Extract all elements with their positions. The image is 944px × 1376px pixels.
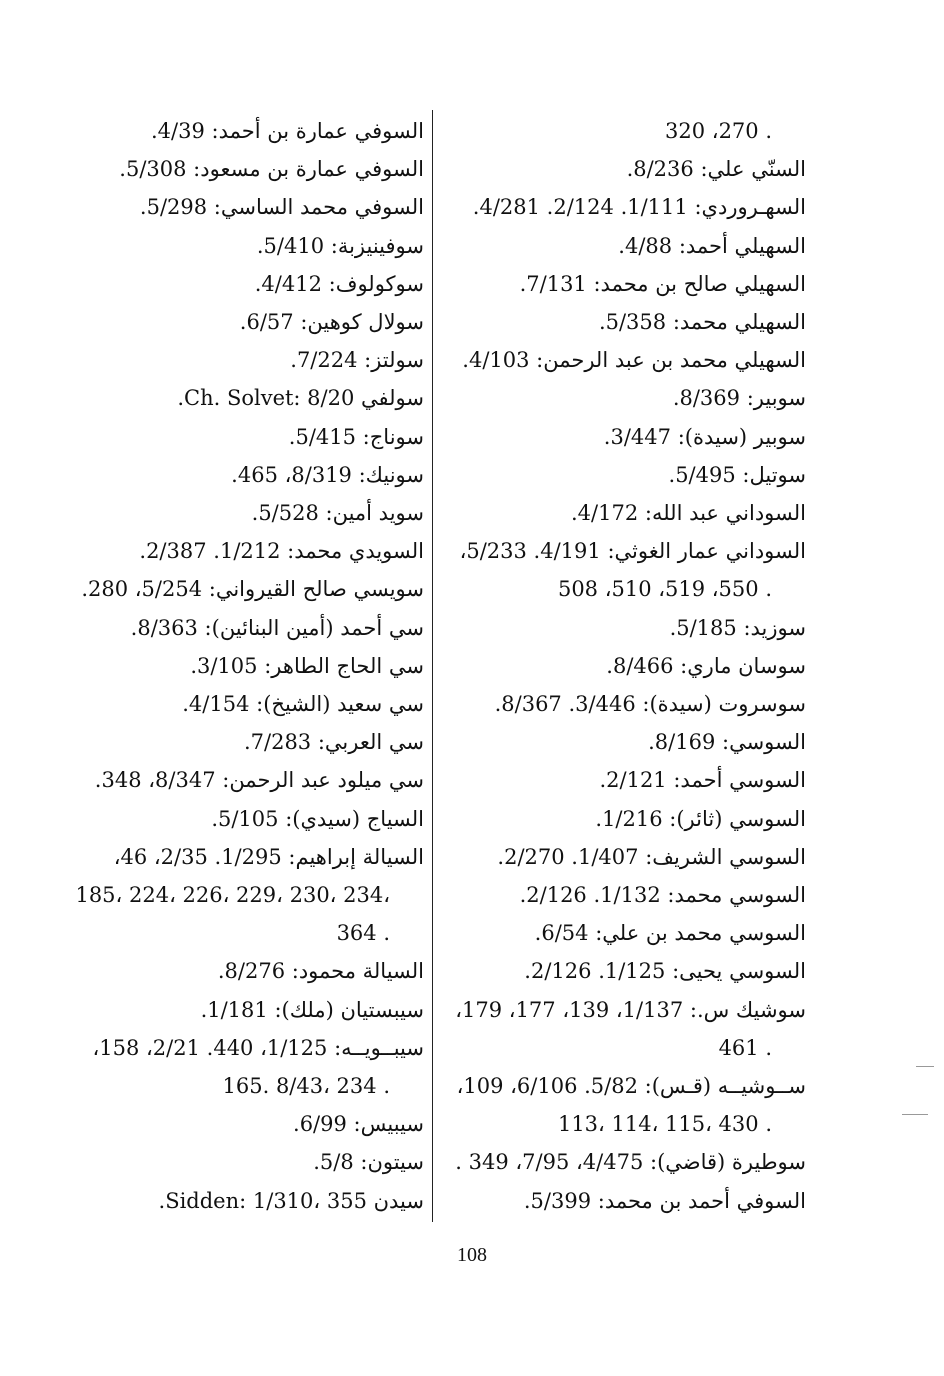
index-entry: سوكولوف: 4/412. (254, 271, 424, 296)
index-entry: سي العربي: 7/283. (243, 730, 424, 755)
index-entry: السهيلي أحمد: 4/88. (618, 233, 806, 258)
index-entry: سولال كوهين: 6/57. (239, 310, 424, 335)
index-entry: سوسروت (سيدة): 3/446. 8/367. (494, 692, 806, 717)
index-entry: السوسي محمد بن علي: 6/54. (534, 921, 806, 946)
index-entry: السوسي الشريف: 1/407. 2/270. (497, 844, 806, 869)
index-entry: السوسي محمد: 1/132. 2/126. (519, 883, 806, 908)
index-entry: السوداني عبد الله: 4/172. (570, 501, 806, 526)
index-entry: سونيك: 8/319، 465. (231, 462, 424, 487)
page-number: 108 (457, 1244, 487, 1266)
index-entry: سوتيل: 5/495. (668, 462, 806, 487)
index-entry: السوسي (ثائر): 1/216. (595, 806, 806, 831)
index-entry: سي ميلود عبد الرحمن: 8/347، 348. (94, 768, 424, 793)
index-entry: سوزيد: 5/185. (669, 615, 806, 640)
index-entry: السيالة محمود: 8/276. (217, 959, 424, 984)
index-entry: 364 . (336, 921, 390, 946)
index-entry: السياج (سيدي): 5/105. (211, 806, 424, 831)
index-entry: 113، 114، 115، 430 . (557, 1112, 772, 1137)
index-entry: سوفينيزبة: 5/410. (256, 233, 424, 258)
index-entry: السوسي يحيى: 1/125. 2/126. (524, 959, 806, 984)
index-entry: 508 ،510 ،519 ،550 . (557, 577, 772, 602)
index-entry: السهـروردي: 1/111. 2/124. 4/281. (472, 195, 806, 220)
index-entry: 165. 8/43، 234 . (222, 1074, 390, 1099)
index-entry: 461 . (718, 1035, 772, 1060)
index-entry: سيتون: 5/8. (313, 1150, 424, 1175)
index-entry: سوبير: 8/369. (672, 386, 806, 411)
index-entry: السهيلي محمد بن عبد الرحمن: 4/103. (462, 348, 806, 373)
index-entry: السهيلي صالح بن محمد: 7/131. (519, 271, 806, 296)
index-entry: سي أحمد (أمين البنائين): 8/363. (130, 615, 424, 640)
index-entry: السوسي: 8/169. (648, 730, 806, 755)
index-entry: سوناج: 5/415. (288, 424, 424, 449)
index-entry: سي الحاج الطاهر: 3/105. (190, 653, 424, 678)
index-entry: سوشيك س.: 1/137، 139، 177، 179، (455, 997, 806, 1022)
index-entry: السوفي أحمد بن محمد: 5/399. (523, 1188, 806, 1213)
index-entry: سويد أمين: 5/528. (251, 501, 424, 526)
right-column (436, 112, 806, 1220)
index-entry: السوداني عمار الغوثي: 4/191. 5/233، (459, 539, 806, 564)
index-entry: 320 ،270 . (665, 119, 772, 143)
index-entry: سولتز: 7/224. (290, 348, 424, 373)
index-entry: سي سعيد (الشيخ): 4/154. (182, 692, 424, 717)
index-entry: السوفي عمارة بن مسعود: 5/308. (119, 157, 424, 182)
left-column (24, 112, 424, 1220)
index-entry: سيدن Sidden: 1/310، 355. (158, 1188, 424, 1213)
index-entry: سولفي Ch. Solvet: 8/20. (177, 386, 424, 411)
column-divider (432, 110, 433, 1222)
index-entry: سيبيس: 6/99. (293, 1112, 424, 1137)
index-entry: السوفي عمارة بن أحمد: 4/39. (150, 119, 424, 143)
index-entry: سوسان ماري: 8/466. (606, 653, 806, 678)
index-entry: سيبــويــه: 1/125، 440. 2/21، 158، (92, 1035, 424, 1060)
scan-mark (902, 1114, 928, 1115)
index-entry: سوبير (سيدة): 3/447. (603, 424, 806, 449)
index-entry: سيبستيان (ملك): 1/181. (200, 997, 424, 1022)
index-entry: السهيلي محمد: 5/358. (598, 310, 806, 335)
index-entry: السويدي محمد: 1/212. 2/387. (139, 539, 424, 564)
index-entry: سوطيرة (قاضي): 4/475، 7/95، 349 . (455, 1150, 806, 1175)
index-entry: السنّي علي: 8/236. (626, 157, 806, 182)
index-entry: سويسي صالح القيرواني: 5/254، 280. (81, 577, 424, 602)
index-entry: ســوشيــه (قـس): 5/82. 6/106، 109، (456, 1074, 806, 1099)
scan-mark (916, 1066, 934, 1067)
index-entry: السوفي محمد الساسي: 5/298. (139, 195, 424, 220)
index-entry: السوسي أحمد: 2/121. (599, 768, 806, 793)
index-entry: السيالة إبراهيم: 1/295. 2/35، 46، (113, 844, 424, 869)
index-entry: 185، 224، 226، 229، 230، 234، (75, 883, 390, 908)
